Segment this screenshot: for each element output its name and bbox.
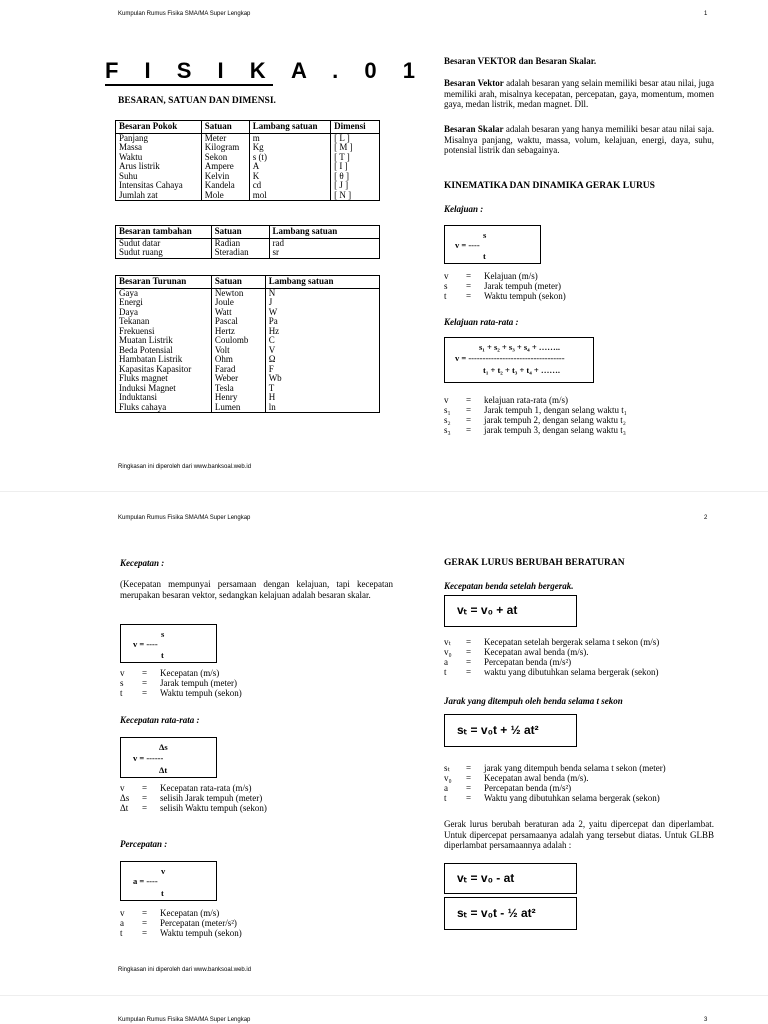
definition-row [444, 763, 714, 773]
table-cell: V [265, 346, 379, 356]
page3-header: Kumpulan Rumus Fisika SMA/MA Super Lengkap [118, 1017, 251, 1023]
formula-lhs: v = ------ [133, 753, 164, 763]
kelajuan-label: Kelajuan : [444, 204, 484, 214]
table-cell: sr [269, 248, 380, 258]
definition-symbol: a [120, 918, 124, 928]
definition-text: Percepatan benda (m/s²) [484, 657, 572, 667]
table-cell: Hertz [211, 327, 265, 337]
glbb-heading: GERAK LURUS BERUBAH BERATURAN [444, 558, 625, 568]
definition-symbol: v₀ [444, 773, 452, 783]
definition-equals: = [142, 678, 148, 688]
section-title: BESARAN, SATUAN DAN DIMENSI. [118, 96, 276, 106]
table-cell: Gaya [116, 288, 212, 298]
title-underline [105, 84, 273, 86]
definition-symbol: s [120, 678, 124, 688]
formula-vt-diperlambat: vₜ = v₀ - at [457, 871, 515, 885]
definition-equals: = [466, 783, 472, 793]
table-cell: Muatan Listrik [116, 336, 212, 346]
table-cell: Tesla [211, 384, 265, 394]
table-cell: Tekanan [116, 317, 212, 327]
table-row [116, 317, 380, 327]
kelajuan-rata-definitions [444, 395, 704, 435]
skalar-text: adalah besaran yang hanya memiliki besar atau nilai saja. Misalnya panjang, waktu, massa, volum, kelajuan, energi, daya, suhu, potensial listrik dan sebagainya. [444, 124, 714, 155]
definition-equals: = [142, 783, 148, 793]
table-cell: Sudut ruang [116, 248, 212, 258]
glbb-definitions-1 [444, 637, 714, 677]
definition-symbol: vₜ [444, 637, 452, 647]
table-cell: Suhu [116, 172, 202, 182]
table-row [116, 288, 380, 298]
definition-text: Waktu yang dibutuhkan selama bergerak (sekon) [484, 793, 660, 803]
definition-row [444, 667, 714, 677]
page-separator [0, 995, 768, 996]
table-cell: Panjang [116, 133, 202, 143]
definition-symbol: t [120, 928, 123, 938]
formula-st-diperlambat-box [444, 897, 577, 930]
definition-text: Waktu tempuh (sekon) [160, 928, 242, 938]
definition-equals: = [142, 688, 148, 698]
vektor-paragraph [444, 78, 714, 110]
table-cell: rad [269, 238, 380, 248]
table-cell: [ I ] [331, 162, 380, 172]
definition-row [444, 637, 714, 647]
vektor-text: adalah besaran yang selain memiliki besar atau nilai, juga memiliki arah, misalnya kecepatan, percepatan, gaya, momentum, momen gaya, medan listrik, medan magnet. Dll. [444, 78, 714, 109]
table-cell: C [265, 336, 379, 346]
formula-lhs: v = ---- [455, 240, 480, 250]
table-header-cell: Lambang satuan [269, 226, 380, 239]
formula-st: sₜ = v₀t + ½ at² [457, 723, 539, 737]
table-cell: Wb [265, 374, 379, 384]
table-cell: Fluks magnet [116, 374, 212, 384]
table-cell: Joule [211, 298, 265, 308]
definition-symbol: s₁ [444, 405, 451, 415]
formula-numerator: v [161, 866, 166, 876]
definition-row [444, 783, 714, 793]
table-cell: Daya [116, 308, 212, 318]
table-cell: Steradian [211, 248, 269, 258]
table-cell: Sudut datar [116, 238, 212, 248]
definition-text: Jarak tempuh (meter) [160, 678, 237, 688]
definition-row [120, 678, 380, 688]
page2-footer: Ringkasan ini diperoleh dari www.banksoal.web.id [118, 967, 252, 973]
definition-equals: = [466, 657, 472, 667]
table-cell: [ θ ] [331, 172, 380, 182]
formula-lhs: a = ---- [133, 876, 158, 886]
table-cell: Lumen [211, 403, 265, 413]
kecepatan-definitions [120, 668, 380, 698]
table-cell: Energi [116, 298, 212, 308]
definition-row [444, 773, 714, 783]
definition-text: jarak tempuh 3, dengan selang waktu t₃ [484, 425, 626, 435]
table-cell: mol [249, 191, 330, 201]
table-cell: W [265, 308, 379, 318]
table-row [116, 191, 380, 201]
kecepatan-paragraph: (Kecepatan mempunyai persamaan dengan kelajuan, tapi kecepatan merupakan besaran vektor, sedangkan kelajuan adalah besaran skalar. [120, 579, 393, 600]
table-cell: Henry [211, 393, 265, 403]
kecepatan-benda-label: Kecepatan benda setelah bergerak. [444, 581, 574, 591]
table-cell: Waktu [116, 153, 202, 163]
table-cell: [ M ] [331, 143, 380, 153]
definition-text: Jarak tempuh 1, dengan selang waktu t₁ [484, 405, 627, 415]
definition-symbol: v [120, 668, 125, 678]
table-cell: N [265, 288, 379, 298]
definition-equals: = [466, 395, 472, 405]
definition-symbol: v₀ [444, 647, 452, 657]
definition-row [444, 281, 704, 291]
table-cell: m [249, 133, 330, 143]
table-cell: Pa [265, 317, 379, 327]
definition-symbol: s₃ [444, 425, 451, 435]
definition-text: Kecepatan awal benda (m/s). [484, 773, 589, 783]
table-cell: Coulomb [211, 336, 265, 346]
definition-text: waktu yang dibutuhkan selama bergerak (sekon) [484, 667, 659, 677]
table-cell: Arus listrik [116, 162, 202, 172]
definition-equals: = [466, 773, 472, 783]
table-cell: Mole [201, 191, 249, 201]
definition-equals: = [466, 647, 472, 657]
definition-text: kelajuan rata-rata (m/s) [484, 395, 568, 405]
table-cell: Kandela [201, 181, 249, 191]
table-cell: Induksi Magnet [116, 384, 212, 394]
table-cell: [ T ] [331, 153, 380, 163]
table-cell: s (t) [249, 153, 330, 163]
table-cell: Massa [116, 143, 202, 153]
kelajuan-formula-box [444, 225, 541, 264]
definition-row [120, 688, 380, 698]
definition-symbol: sₜ [444, 763, 451, 773]
table-cell: Induktansi [116, 393, 212, 403]
definition-symbol: Δt [120, 803, 129, 813]
definition-symbol: t [444, 793, 447, 803]
formula-denominator: Δt [159, 765, 168, 775]
table-besaran-turunan [115, 275, 380, 413]
table-cell: J [265, 298, 379, 308]
definition-symbol: a [444, 783, 448, 793]
table-cell: Beda Potensial [116, 346, 212, 356]
table-header-cell: Satuan [201, 121, 249, 134]
table-cell: Weber [211, 374, 265, 384]
definition-text: selisih Waktu tempuh (sekon) [160, 803, 267, 813]
glbb-definitions-2 [444, 763, 714, 803]
table-besaran-tambahan [115, 225, 380, 259]
formula-denominator: t [161, 650, 164, 660]
table-cell: [ L ] [331, 133, 380, 143]
definition-equals: = [142, 668, 148, 678]
definition-text: Waktu tempuh (sekon) [160, 688, 242, 698]
definition-equals: = [142, 803, 148, 813]
table-cell: Ampere [201, 162, 249, 172]
formula-denominator: t [483, 251, 486, 261]
kelajuan-definitions [444, 271, 704, 301]
definition-symbol: v [444, 395, 449, 405]
table-row [116, 298, 380, 308]
definition-row [120, 668, 380, 678]
table-cell: Kg [249, 143, 330, 153]
table-cell: T [265, 384, 379, 394]
formula-lhs: v = ---------------------------------- [455, 353, 565, 363]
definition-row [120, 793, 380, 803]
table-header-cell: Besaran tambahan [116, 226, 212, 239]
table-cell: Watt [211, 308, 265, 318]
formula-denominator: t [161, 888, 164, 898]
definition-text: Kecepatan awal benda (m/s). [484, 647, 589, 657]
definition-text: jarak yang ditempuh benda selama t sekon (meter) [484, 763, 666, 773]
formula-st-box [444, 714, 577, 747]
table-cell: Kilogram [201, 143, 249, 153]
table-header-cell: Besaran Turunan [116, 276, 212, 289]
table-cell: Hambatan Listrik [116, 355, 212, 365]
page1-header: Kumpulan Rumus Fisika SMA/MA Super Lengkap [118, 11, 251, 17]
definition-row [444, 271, 704, 281]
definition-symbol: Δs [120, 793, 130, 803]
definition-row [444, 793, 714, 803]
formula-numerator: s [483, 230, 487, 240]
table-cell: A [249, 162, 330, 172]
table-cell: Meter [201, 133, 249, 143]
definition-text: Kecepatan setelah bergerak selama t sekon (m/s) [484, 637, 660, 647]
page2-header: Kumpulan Rumus Fisika SMA/MA Super Lengkap [118, 515, 251, 521]
definition-row [120, 908, 380, 918]
definition-symbol: a [444, 657, 448, 667]
definition-text: Kecepatan (m/s) [160, 908, 220, 918]
definition-equals: = [466, 667, 472, 677]
kecepatan-rata-formula-box [120, 737, 217, 778]
skalar-paragraph [444, 124, 714, 156]
definition-equals: = [466, 415, 472, 425]
definition-symbol: t [444, 291, 447, 301]
kecepatan-formula-box [120, 624, 217, 663]
definition-text: selisih Jarak tempuh (meter) [160, 793, 263, 803]
table-cell: Kapasitas Kapasitor [116, 365, 212, 375]
definition-symbol: v [120, 908, 125, 918]
table-row [116, 308, 380, 318]
table-cell: Jumlah zat [116, 191, 202, 201]
percepatan-definitions [120, 908, 380, 938]
definition-row [120, 803, 380, 813]
definition-row [444, 657, 714, 667]
table-cell: Fluks cahaya [116, 403, 212, 413]
table-cell: cd [249, 181, 330, 191]
definition-equals: = [466, 763, 472, 773]
definition-row [444, 425, 704, 435]
vektor-term: Besaran Vektor [444, 78, 504, 88]
page-separator [0, 491, 768, 492]
definition-equals: = [466, 281, 472, 291]
kecepatan-rata-definitions [120, 783, 380, 813]
table-cell: [ J ] [331, 181, 380, 191]
percepatan-label: Percepatan : [120, 839, 168, 849]
definition-equals: = [466, 637, 472, 647]
definition-row [120, 783, 380, 793]
formula-lhs: v = ---- [133, 639, 158, 649]
page1-number: 1 [704, 11, 708, 17]
table-cell: Ohm [211, 355, 265, 365]
kinematika-heading: KINEMATIKA DAN DINAMIKA GERAK LURUS [444, 181, 655, 191]
definition-text: Percepatan (meter/s²) [160, 918, 237, 928]
formula-numerator: s₁ + s₂ + s₃ + s₄ + …….. [479, 342, 561, 352]
formula-denominator: t₁ + t₂ + t₃ + t₄ + ……. [483, 365, 561, 375]
table-header-cell: Lambang satuan [249, 121, 330, 134]
definition-row [444, 647, 714, 657]
kelajuan-rata-formula-box [444, 337, 594, 383]
table-header-cell: Satuan [211, 276, 265, 289]
definition-equals: = [466, 271, 472, 281]
kecepatan-rata-label: Kecepatan rata-rata : [120, 715, 200, 725]
definition-row [444, 405, 704, 415]
kelajuan-rata-label: Kelajuan rata-rata : [444, 317, 519, 327]
definition-symbol: t [444, 667, 447, 677]
definition-equals: = [142, 928, 148, 938]
formula-vt-box [444, 595, 577, 627]
table-header-cell: Satuan [211, 226, 269, 239]
percepatan-formula-box [120, 861, 217, 901]
definition-row [120, 928, 380, 938]
definition-text: Jarak tempuh (meter) [484, 281, 561, 291]
formula-vt: vₜ = v₀ + at [457, 603, 518, 617]
definition-equals: = [466, 793, 472, 803]
definition-text: Kelajuan (m/s) [484, 271, 538, 281]
table-row [116, 403, 380, 413]
definition-row [444, 291, 704, 301]
definition-row [120, 918, 380, 928]
definition-symbol: t [120, 688, 123, 698]
kecepatan-label: Kecepatan : [120, 558, 165, 568]
definition-row [444, 415, 704, 425]
table-cell: ln [265, 403, 379, 413]
table-cell: Hz [265, 327, 379, 337]
definition-symbol: s₂ [444, 415, 451, 425]
definition-text: Waktu tempuh (sekon) [484, 291, 566, 301]
table-cell: Radian [211, 238, 269, 248]
definition-symbol: v [444, 271, 449, 281]
table-cell: H [265, 393, 379, 403]
definition-symbol: v [120, 783, 125, 793]
skalar-term: Besaran Skalar [444, 124, 504, 134]
page1-footer: Ringkasan ini diperoleh dari www.banksoal.web.id [118, 464, 252, 470]
definition-equals: = [466, 291, 472, 301]
vektor-skalar-heading: Besaran VEKTOR dan Besaran Skalar. [444, 56, 597, 66]
glbb-paragraph: Gerak lurus berubah beraturan ada 2, yaitu dipercepat dan diperlambat. Untuk dipercepat persamaanya adalah yang tersebut diatas. Untuk GLBB diperlambat persamaannya adalah : [444, 819, 714, 850]
table-cell: Volt [211, 346, 265, 356]
jarak-label: Jarak yang ditempuh oleh benda selama t sekon [444, 696, 623, 706]
table-cell: Ω [265, 355, 379, 365]
table-cell: Newton [211, 288, 265, 298]
page2-number: 2 [704, 515, 708, 521]
table-cell: Sekon [201, 153, 249, 163]
definition-text: Kecepatan (m/s) [160, 668, 220, 678]
table-header-cell: Dimensi [331, 121, 380, 134]
table-cell: K [249, 172, 330, 182]
table-cell: Farad [211, 365, 265, 375]
definition-equals: = [142, 918, 148, 928]
table-cell: Kelvin [201, 172, 249, 182]
definition-equals: = [466, 405, 472, 415]
definition-text: Percepatan benda (m/s²) [484, 783, 572, 793]
formula-numerator: Δs [159, 742, 168, 752]
table-header-cell: Lambang satuan [265, 276, 379, 289]
definition-equals: = [466, 425, 472, 435]
definition-equals: = [142, 908, 148, 918]
table-row [116, 248, 380, 258]
definition-text: Kecepatan rata-rata (m/s) [160, 783, 252, 793]
page-title: F I S I K A . 0 1 [105, 58, 425, 83]
table-header-cell: Besaran Pokok [116, 121, 202, 134]
definition-text: jarak tempuh 2, dengan selang waktu t₂ [484, 415, 626, 425]
definition-equals: = [142, 793, 148, 803]
formula-st-diperlambat: sₜ = v₀t - ½ at² [457, 906, 536, 920]
page3-number: 3 [704, 1017, 708, 1023]
table-cell: F [265, 365, 379, 375]
table-cell: Frekuensi [116, 327, 212, 337]
formula-vt-diperlambat-box [444, 863, 577, 894]
table-besaran-pokok [115, 120, 380, 201]
definition-symbol: s [444, 281, 448, 291]
definition-row [444, 395, 704, 405]
table-cell: Intensitas Cahaya [116, 181, 202, 191]
formula-numerator: s [161, 629, 165, 639]
table-cell: [ N ] [331, 191, 380, 201]
table-cell: Pascal [211, 317, 265, 327]
